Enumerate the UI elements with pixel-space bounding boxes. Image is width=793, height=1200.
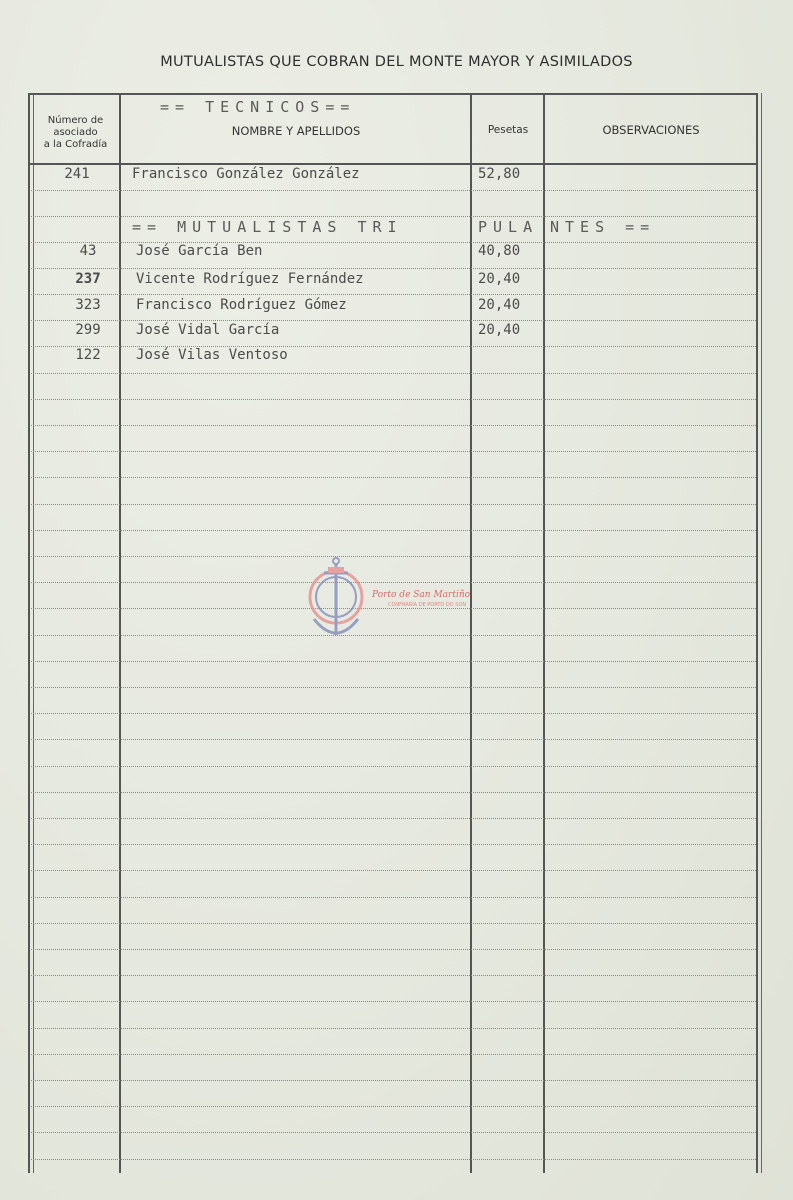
header-numero-line2: asociado bbox=[53, 127, 98, 138]
ledger-rule-line bbox=[31, 975, 756, 976]
ledger-rule-line bbox=[31, 1001, 756, 1002]
ledger-rule-line bbox=[31, 294, 756, 295]
header-observaciones: OBSERVACIONES bbox=[602, 123, 700, 137]
ledger-rule-line bbox=[31, 320, 756, 321]
ledger-rule-line bbox=[31, 451, 756, 452]
ledger-rule-line bbox=[31, 687, 756, 688]
ledger-rule-line bbox=[31, 216, 756, 217]
ledger-rule-line bbox=[31, 923, 756, 924]
entry-number: 122 bbox=[75, 347, 101, 363]
ledger-rule-line bbox=[31, 844, 756, 845]
entry-number: 241 bbox=[64, 166, 90, 182]
ledger-rule-line bbox=[31, 477, 756, 478]
entry-name: Francisco González González bbox=[132, 166, 360, 182]
ledger-rows bbox=[31, 164, 756, 1173]
section-tripulantes-mid: PULA bbox=[478, 218, 539, 236]
entry-pesetas: 20,40 bbox=[478, 297, 521, 313]
entry-pesetas: 20,40 bbox=[478, 271, 521, 287]
header-numero-line1: Número de bbox=[47, 115, 104, 126]
entry-number: 323 bbox=[75, 297, 101, 313]
ledger-rule-line bbox=[31, 1159, 756, 1160]
ledger-rule-line bbox=[31, 399, 756, 400]
header-numero-line3: a la Cofradía bbox=[43, 139, 108, 150]
entry-pesetas: 40,80 bbox=[478, 243, 521, 259]
ledger-rule-line bbox=[31, 1132, 756, 1133]
ledger-rule-line bbox=[31, 1054, 756, 1055]
header-numero-asociado bbox=[33, 115, 118, 151]
section-tripulantes-left: == MUTUALISTAS TRI bbox=[132, 218, 403, 236]
ledger-rule-line bbox=[31, 425, 756, 426]
entry-pesetas: 52,80 bbox=[478, 166, 521, 182]
entry-name: José García Ben bbox=[136, 243, 263, 259]
ledger-rule-line bbox=[31, 818, 756, 819]
ledger-rule-line bbox=[31, 373, 756, 374]
entry-name: José Vilas Ventoso bbox=[136, 347, 288, 363]
ledger-rule-line bbox=[31, 190, 756, 191]
ledger-rule-line bbox=[31, 268, 756, 269]
stamp-subtext: CONFRARÍA DE PORTO DO SON bbox=[388, 602, 467, 608]
section-tecnicos: == TECNICOS== bbox=[160, 98, 356, 116]
entry-pesetas: 20,40 bbox=[478, 322, 521, 338]
entry-number: 237 bbox=[75, 271, 101, 287]
ledger-rule-line bbox=[31, 949, 756, 950]
header-pesetas: Pesetas bbox=[487, 124, 529, 136]
ledger-rule-line bbox=[31, 1106, 756, 1107]
anchor-stamp-logo bbox=[300, 555, 500, 645]
ledger-rule-line bbox=[31, 713, 756, 714]
entry-number: 299 bbox=[75, 322, 101, 338]
ledger-rule-line bbox=[31, 739, 756, 740]
entry-number: 43 bbox=[79, 243, 97, 259]
ledger-rule-line bbox=[31, 1080, 756, 1081]
header-nombre: NOMBRE Y APELLIDOS bbox=[231, 124, 361, 138]
ledger-rule-line bbox=[31, 897, 756, 898]
stamp-text: Porto de San Martiño bbox=[372, 590, 471, 600]
ledger-rule-line bbox=[31, 792, 756, 793]
ledger-rule-line bbox=[31, 661, 756, 662]
entry-name: Francisco Rodríguez Gómez bbox=[136, 297, 347, 313]
entry-name: José Vidal García bbox=[136, 322, 280, 338]
ledger-rule-line bbox=[31, 504, 756, 505]
ledger-rule-line bbox=[31, 1028, 756, 1029]
section-tripulantes-right: NTES == bbox=[550, 218, 656, 236]
ledger-rule-line bbox=[31, 766, 756, 767]
ledger-rule-line bbox=[31, 870, 756, 871]
page-title: MUTUALISTAS QUE COBRAN DEL MONTE MAYOR Y ASIMILADOS bbox=[160, 54, 633, 70]
entry-name: Vicente Rodríguez Fernández bbox=[136, 271, 364, 287]
ledger-rule-line bbox=[31, 530, 756, 531]
